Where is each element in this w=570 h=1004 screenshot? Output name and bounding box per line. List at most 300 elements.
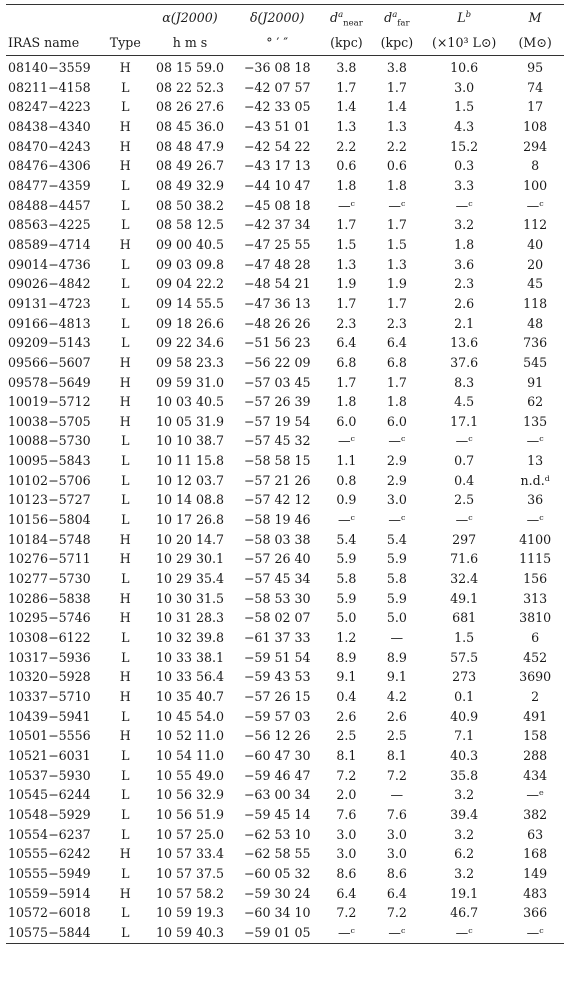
cell-type: H xyxy=(119,60,131,75)
cell-luminosity: 37.6 xyxy=(450,354,479,370)
cell-ra: 10 59 40.3 xyxy=(147,923,233,943)
cell-ra: 08 49 32.9 xyxy=(155,177,225,193)
cell-iras-name: 10295−5746 xyxy=(8,610,91,626)
header-row-2 xyxy=(6,31,564,56)
cell-dec: −62 58 55 xyxy=(243,846,311,862)
table-row xyxy=(6,78,564,98)
cell-dec: −44 10 47 xyxy=(243,177,311,193)
cell-dfar: 3.0 xyxy=(386,826,407,842)
cell-type: L xyxy=(104,923,147,943)
cell-dfar: —ᶜ xyxy=(388,512,406,528)
cell-dec: −42 54 22 xyxy=(243,138,311,154)
cell-luminosity: 1.5 xyxy=(454,99,475,115)
cell-dnear: —ᶜ xyxy=(337,512,355,528)
header-type: Type xyxy=(104,31,147,56)
cell-dnear: 3.0 xyxy=(336,846,357,862)
cell-dfar: 6.4 xyxy=(386,885,407,901)
cell-ra: 10 33 38.1 xyxy=(155,649,225,665)
cell-mass: 313 xyxy=(523,590,548,606)
cell-mass: 62 xyxy=(527,394,544,410)
cell-dec: −36 08 18 xyxy=(243,60,311,75)
cell-ra: 10 56 51.9 xyxy=(155,806,225,822)
cell-luminosity: 2.5 xyxy=(454,492,475,508)
cell-dfar: 1.8 xyxy=(386,394,407,410)
cell-mass: 20 xyxy=(527,256,544,272)
cell-type: L xyxy=(121,630,130,646)
cell-ra: 08 50 38.2 xyxy=(155,197,225,213)
cell-dfar: 1.5 xyxy=(386,236,407,252)
cell-type: L xyxy=(121,767,130,783)
cell-iras-name: 10184−5748 xyxy=(8,531,91,547)
cell-dnear: 5.8 xyxy=(336,571,357,587)
cell-dec: −62 53 10 xyxy=(243,826,311,842)
cell-mass: 63 xyxy=(527,826,544,842)
cell-mass: —ᶜ xyxy=(526,197,544,213)
cell-dfar: 3.8 xyxy=(386,60,407,75)
cell-ra: 09 22 34.6 xyxy=(155,335,225,351)
cell-dfar: 8.9 xyxy=(386,649,407,665)
cell-dnear: 1.8 xyxy=(336,394,357,410)
cell-luminosity: 0.4 xyxy=(454,472,475,488)
cell-type: H xyxy=(119,669,131,685)
table-row xyxy=(6,353,564,373)
cell-dec: −57 42 12 xyxy=(243,492,311,508)
cell-iras-name: 10286−5838 xyxy=(8,590,91,606)
cell-iras-name: 10019−5712 xyxy=(8,394,91,410)
table-row xyxy=(6,648,564,668)
cell-iras-name: 10088−5730 xyxy=(8,433,91,449)
table-row xyxy=(6,844,564,864)
cell-ra: 08 45 36.0 xyxy=(155,118,225,134)
cell-type: L xyxy=(121,865,130,881)
table-row xyxy=(6,412,564,432)
table-row xyxy=(6,333,564,353)
cell-dnear: 6.4 xyxy=(336,885,357,901)
header-dnear: $d^a_{near}$ xyxy=(330,9,363,29)
cell-dec: −56 12 26 xyxy=(243,728,311,744)
cell-mass: 452 xyxy=(523,649,548,665)
cell-mass: 95 xyxy=(527,60,544,75)
cell-dfar: 1.7 xyxy=(386,295,407,311)
table-row xyxy=(6,490,564,510)
cell-dec: −51 56 23 xyxy=(243,335,311,351)
table-row xyxy=(6,215,564,235)
header-blank xyxy=(6,5,104,32)
cell-dfar: 2.9 xyxy=(386,472,407,488)
header-iras-name: IRAS name xyxy=(6,31,104,56)
cell-luminosity: 3.2 xyxy=(454,787,475,803)
table-row xyxy=(6,255,564,275)
cell-ra: 10 54 11.0 xyxy=(155,747,225,763)
cell-iras-name: 08477−4359 xyxy=(8,177,91,193)
table-row xyxy=(6,825,564,845)
cell-type: L xyxy=(121,315,130,331)
cell-type: L xyxy=(121,453,130,469)
cell-iras-name: 10337−5710 xyxy=(8,689,91,704)
cell-dec: −48 26 26 xyxy=(243,315,311,331)
cell-iras-name: 08247−4223 xyxy=(8,99,91,115)
cell-iras-name: 09014−4736 xyxy=(8,256,91,272)
cell-luminosity: 297 xyxy=(452,531,477,547)
cell-mass: 4100 xyxy=(519,531,552,547)
cell-mass: 3810 xyxy=(519,610,552,626)
cell-luminosity: 40.3 xyxy=(450,747,479,763)
cell-dnear: 5.9 xyxy=(336,551,357,567)
cell-type: L xyxy=(121,512,130,528)
cell-mass: 158 xyxy=(523,728,548,744)
cell-dfar: 2.2 xyxy=(386,138,407,154)
cell-type: H xyxy=(119,394,131,410)
cell-dnear: 2.3 xyxy=(336,315,357,331)
cell-dfar: 5.8 xyxy=(386,571,407,587)
cell-mass: 491 xyxy=(523,708,548,724)
cell-type: L xyxy=(121,335,130,351)
header-dfar-units: (kpc) xyxy=(372,31,422,56)
table-row xyxy=(6,549,564,569)
cell-mass: 156 xyxy=(523,571,548,587)
cell-type: L xyxy=(121,708,130,724)
cell-type: L xyxy=(121,79,130,95)
cell-mass: 17 xyxy=(527,99,544,115)
cell-type: H xyxy=(119,846,131,862)
cell-dec: −58 02 07 xyxy=(243,610,311,626)
cell-dnear: 1.2 xyxy=(336,630,357,646)
cell-dfar: 2.3 xyxy=(386,315,407,331)
table-row xyxy=(6,373,564,393)
cell-type: H xyxy=(119,885,131,901)
cell-type: L xyxy=(121,295,130,311)
cell-ra: 10 03 40.5 xyxy=(155,394,225,410)
cell-dfar: 1.3 xyxy=(386,256,407,272)
table-row xyxy=(6,589,564,609)
cell-luminosity: 8.3 xyxy=(454,374,475,390)
cell-dec: −58 03 38 xyxy=(243,531,311,547)
cell-mass: 48 xyxy=(527,315,544,331)
cell-dfar: 6.8 xyxy=(386,354,407,370)
cell-dfar: 5.4 xyxy=(386,531,407,547)
cell-dec: −63 00 34 xyxy=(243,787,311,803)
cell-luminosity: 10.6 xyxy=(450,60,479,75)
cell-iras-name: 08438−4340 xyxy=(8,118,91,134)
cell-dec: −43 17 13 xyxy=(243,158,311,174)
cell-luminosity: 13.6 xyxy=(450,335,479,351)
cell-dnear: —ᶜ xyxy=(337,433,355,449)
cell-dnear: 0.6 xyxy=(336,158,357,174)
cell-type: H xyxy=(119,531,131,547)
cell-dec: −42 07 57 xyxy=(243,79,311,95)
cell-dec: −59 01 05 xyxy=(233,923,321,943)
cell-iras-name: 10572−6018 xyxy=(8,905,91,921)
cell-type: H xyxy=(119,158,131,174)
cell-type: H xyxy=(119,354,131,370)
cell-dec: −57 45 34 xyxy=(243,571,311,587)
cell-dec: −61 37 33 xyxy=(243,630,311,646)
cell-mass: 168 xyxy=(523,846,548,862)
cell-dec: −57 03 45 xyxy=(243,374,311,390)
cell-mass: 8 xyxy=(531,158,540,174)
cell-dfar: 1.7 xyxy=(386,217,407,233)
cell-iras-name: 08140−3559 xyxy=(8,60,91,75)
cell-dnear: 1.7 xyxy=(336,79,357,95)
cell-iras-name: 10123−5727 xyxy=(8,492,91,508)
table-row xyxy=(6,314,564,334)
cell-dfar: 6.4 xyxy=(386,335,407,351)
cell-dnear: 0.9 xyxy=(336,492,357,508)
cell-luminosity: 35.8 xyxy=(450,767,479,783)
cell-ra: 08 22 52.3 xyxy=(155,79,225,95)
cell-dnear: 8.1 xyxy=(336,747,357,763)
cell-luminosity: 19.1 xyxy=(450,885,479,901)
cell-mass: 483 xyxy=(523,885,548,901)
cell-iras-name: 09131−4723 xyxy=(8,295,91,311)
table-row xyxy=(6,746,564,766)
cell-luminosity: 0.7 xyxy=(454,453,475,469)
cell-dec: −47 48 28 xyxy=(243,256,311,272)
iras-source-table xyxy=(6,4,564,944)
cell-ra: 10 20 14.7 xyxy=(155,531,225,547)
cell-luminosity: 2.1 xyxy=(454,315,475,331)
cell-dnear: 2.5 xyxy=(336,728,357,744)
cell-dnear: 0.4 xyxy=(336,689,357,704)
cell-iras-name: 10277−5730 xyxy=(8,571,91,587)
cell-dec: −59 43 53 xyxy=(243,669,311,685)
cell-iras-name: 08563−4225 xyxy=(8,217,91,233)
cell-luminosity: 4.3 xyxy=(454,118,475,134)
cell-type: L xyxy=(121,905,130,921)
cell-ra: 09 04 22.2 xyxy=(155,276,225,292)
cell-iras-name: 10545−6244 xyxy=(8,787,91,803)
cell-luminosity: 3.2 xyxy=(454,865,475,881)
cell-dnear: 1.1 xyxy=(336,453,357,469)
cell-ra: 10 57 58.2 xyxy=(155,885,225,901)
header-mass-units: (M⊙) xyxy=(506,31,564,56)
cell-iras-name: 10276−5711 xyxy=(8,551,91,567)
cell-iras-name: 10501−5556 xyxy=(8,728,91,744)
cell-luminosity: 32.4 xyxy=(450,571,479,587)
cell-type: H xyxy=(119,374,131,390)
cell-dfar: 1.7 xyxy=(386,374,407,390)
cell-iras-name: 10521−6031 xyxy=(8,747,91,763)
cell-ra: 09 18 26.6 xyxy=(155,315,225,331)
cell-mass: —ᶜ xyxy=(506,923,564,943)
cell-dnear: 0.8 xyxy=(336,472,357,488)
cell-ra: 10 10 38.7 xyxy=(155,433,225,449)
cell-dec: −60 34 10 xyxy=(243,905,311,921)
cell-ra: 08 48 47.9 xyxy=(155,138,225,154)
cell-iras-name: 10156−5804 xyxy=(8,512,91,528)
cell-ra: 08 15 59.0 xyxy=(155,60,225,75)
cell-ra: 10 32 39.8 xyxy=(155,630,225,646)
cell-dfar: 5.0 xyxy=(386,610,407,626)
cell-mass: 36 xyxy=(527,492,544,508)
cell-dec: −45 08 18 xyxy=(243,197,311,213)
table-row xyxy=(6,687,564,707)
header-blank xyxy=(104,5,147,32)
cell-dfar: —ᶜ xyxy=(388,433,406,449)
cell-dnear: 6.8 xyxy=(336,354,357,370)
cell-dnear: 7.6 xyxy=(336,806,357,822)
cell-dec: −59 30 24 xyxy=(243,885,311,901)
cell-dfar: 7.6 xyxy=(386,806,407,822)
cell-iras-name: 08488−4457 xyxy=(8,197,91,213)
cell-iras-name: 10554−6237 xyxy=(8,826,91,842)
cell-dnear: 1.8 xyxy=(336,177,357,193)
cell-luminosity: 3.6 xyxy=(454,256,475,272)
cell-ra: 10 57 33.4 xyxy=(155,846,225,862)
cell-luminosity: 39.4 xyxy=(450,806,479,822)
cell-type: L xyxy=(121,197,130,213)
cell-ra: 09 58 23.3 xyxy=(155,354,225,370)
cell-luminosity: 3.2 xyxy=(454,826,475,842)
cell-mass: 736 xyxy=(523,335,548,351)
cell-ra: 10 56 32.9 xyxy=(155,787,225,803)
cell-dec: −57 45 32 xyxy=(243,433,311,449)
cell-luminosity: 7.1 xyxy=(454,728,475,744)
cell-mass: 434 xyxy=(523,767,548,783)
table-row xyxy=(6,530,564,550)
cell-dnear: 1.4 xyxy=(336,99,357,115)
cell-type: L xyxy=(121,571,130,587)
cell-dec: −42 33 05 xyxy=(243,99,311,115)
cell-ra: 10 05 31.9 xyxy=(155,413,225,429)
cell-mass: 13 xyxy=(527,453,544,469)
cell-dfar: 1.7 xyxy=(386,79,407,95)
cell-luminosity: 2.6 xyxy=(454,295,475,311)
cell-dec: −47 36 13 xyxy=(243,295,311,311)
cell-mass: 545 xyxy=(523,354,548,370)
table-row xyxy=(6,667,564,687)
table-row xyxy=(6,707,564,727)
cell-dnear: 8.9 xyxy=(336,649,357,665)
cell-ra: 10 17 26.8 xyxy=(155,512,225,528)
cell-dfar: 0.6 xyxy=(386,158,407,174)
cell-dec: −57 26 15 xyxy=(243,689,311,704)
table-row xyxy=(6,471,564,491)
cell-ra: 09 00 40.5 xyxy=(155,236,225,252)
cell-luminosity: 1.5 xyxy=(454,630,475,646)
table-row xyxy=(6,156,564,176)
table-row xyxy=(6,451,564,471)
cell-dfar: —ᶜ xyxy=(388,197,406,213)
cell-luminosity: 15.2 xyxy=(450,138,479,154)
cell-dfar: —ᶜ xyxy=(372,923,422,943)
cell-dnear: —ᶜ xyxy=(337,197,355,213)
cell-dnear: 1.5 xyxy=(336,236,357,252)
cell-mass: —ᵉ xyxy=(526,787,544,803)
cell-type: H xyxy=(119,610,131,626)
table-row xyxy=(6,56,564,78)
cell-type: L xyxy=(121,747,130,763)
cell-dec: −47 25 55 xyxy=(243,236,311,252)
cell-dfar: — xyxy=(390,787,404,803)
header-ra-units: h m s xyxy=(147,31,233,56)
cell-type: L xyxy=(121,649,130,665)
cell-ra: 10 12 03.7 xyxy=(155,472,225,488)
cell-dec: −57 21 26 xyxy=(243,472,311,488)
cell-mass: 382 xyxy=(523,806,548,822)
cell-type: L xyxy=(121,826,130,842)
cell-dec: −59 45 14 xyxy=(243,806,311,822)
cell-dfar: 9.1 xyxy=(386,669,407,685)
cell-ra: 09 14 55.5 xyxy=(155,295,225,311)
cell-ra: 10 45 54.0 xyxy=(155,708,225,724)
cell-mass: 108 xyxy=(523,118,548,134)
table-row xyxy=(6,726,564,746)
cell-dfar: 3.0 xyxy=(386,846,407,862)
cell-type: L xyxy=(121,806,130,822)
cell-mass: 100 xyxy=(523,177,548,193)
cell-mass: 135 xyxy=(523,413,548,429)
cell-dnear: 1.7 xyxy=(336,295,357,311)
table-row xyxy=(6,235,564,255)
cell-luminosity: 49.1 xyxy=(450,590,479,606)
cell-dfar: 2.6 xyxy=(386,708,407,724)
cell-dfar: 1.9 xyxy=(386,276,407,292)
table-row xyxy=(6,766,564,786)
cell-dfar: 2.9 xyxy=(386,453,407,469)
cell-type: L xyxy=(121,787,130,803)
cell-type: L xyxy=(121,99,130,115)
header-mass: M xyxy=(528,10,542,25)
table-row xyxy=(6,196,564,216)
table-row xyxy=(6,864,564,884)
cell-iras-name: 10102−5706 xyxy=(8,472,91,488)
cell-iras-name: 08476−4306 xyxy=(8,158,91,174)
cell-mass: 366 xyxy=(523,905,548,921)
table-row xyxy=(6,805,564,825)
cell-luminosity: 0.1 xyxy=(454,689,475,704)
cell-dnear: 1.3 xyxy=(336,256,357,272)
cell-type: H xyxy=(119,138,131,154)
cell-dnear: 6.4 xyxy=(336,335,357,351)
table-row xyxy=(6,903,564,923)
cell-iras-name: 09566−5607 xyxy=(8,354,91,370)
cell-dnear: 3.8 xyxy=(336,60,357,75)
cell-mass: —ᶜ xyxy=(526,433,544,449)
cell-luminosity: 1.8 xyxy=(454,236,475,252)
table-row xyxy=(6,431,564,451)
cell-mass: 40 xyxy=(527,236,544,252)
cell-dfar: 8.6 xyxy=(386,865,407,881)
cell-luminosity: 17.1 xyxy=(450,413,479,429)
cell-luminosity: 2.3 xyxy=(454,276,475,292)
cell-luminosity: 273 xyxy=(452,669,477,685)
cell-dnear: 2.2 xyxy=(336,138,357,154)
cell-type: H xyxy=(119,413,131,429)
cell-type: L xyxy=(121,433,130,449)
cell-ra: 10 52 11.0 xyxy=(155,728,225,744)
cell-dnear: 1.7 xyxy=(336,217,357,233)
header-dec: δ(J2000) xyxy=(249,10,305,25)
cell-ra: 10 31 28.3 xyxy=(155,610,225,626)
cell-iras-name: 08470−4243 xyxy=(8,138,91,154)
header-ra: α(J2000) xyxy=(162,10,218,25)
cell-dec: −58 19 46 xyxy=(243,512,311,528)
cell-iras-name: 10548−5929 xyxy=(8,806,91,822)
cell-dec: −60 05 32 xyxy=(243,865,311,881)
cell-iras-name: 10038−5705 xyxy=(8,413,91,429)
cell-type: L xyxy=(121,492,130,508)
cell-ra: 10 35 40.7 xyxy=(155,689,225,704)
cell-ra: 08 49 26.7 xyxy=(155,158,225,174)
cell-type: L xyxy=(121,177,130,193)
cell-ra: 10 59 19.3 xyxy=(155,905,225,921)
table-row xyxy=(6,137,564,157)
cell-dec: −58 53 30 xyxy=(243,590,311,606)
cell-dnear: 1.3 xyxy=(336,118,357,134)
cell-mass: 1115 xyxy=(519,551,552,567)
table-row xyxy=(6,97,564,117)
